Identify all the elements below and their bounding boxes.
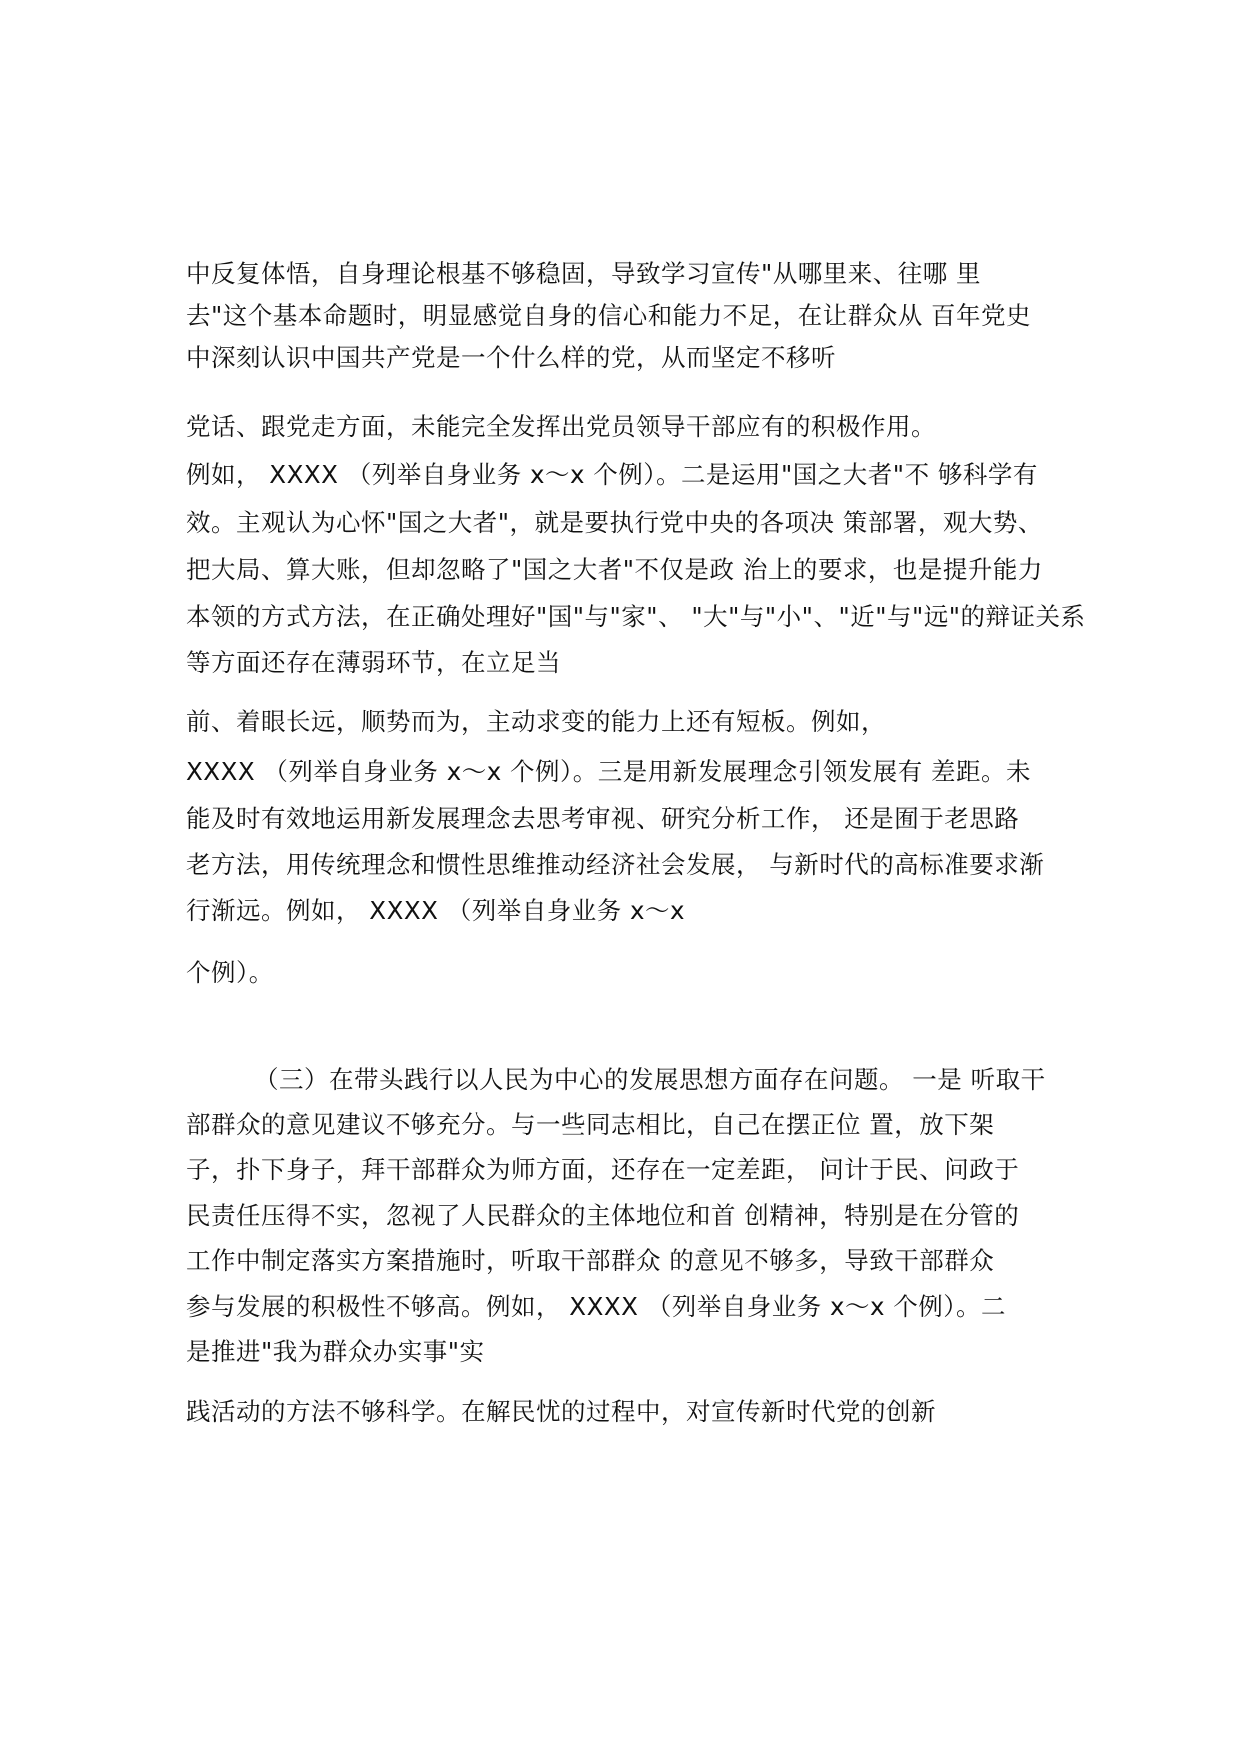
text-line: 党话、跟党走方面，未能完全发挥出党员领导干部应有的积极作用。 — [186, 412, 936, 441]
text-line: 是推进"我为群众办实事"实 — [186, 1337, 485, 1366]
text-line: 工作中制定落实方案措施时，听取干部群众 的意见不够多，导致干部群众 — [186, 1246, 995, 1275]
text-line: 例如， XXXX （列举自身业务 x〜x 个例）。二是运用"国之大者"不 够科学有 — [186, 460, 1038, 489]
text-line: XXXX （列举自身业务 x〜x 个例）。三是用新发展理念引领发展有 差距。未 — [186, 757, 1032, 786]
text-line: 参与发展的积极性不够高。例如， XXXX （列举自身业务 x〜x 个例）。二 — [186, 1292, 1007, 1321]
text-line: 部群众的意见建议不够充分。与一些同志相比，自己在摆正位 置，放下架 — [186, 1110, 995, 1139]
text-line: 效。主观认为心怀"国之大者"，就是要执行党中央的各项决 策部署，观大势、 — [186, 508, 1043, 537]
text-line: 中深刻认识中国共产党是一个什么样的党，从而坚定不移听 — [186, 343, 836, 372]
text-line: 行渐远。例如， XXXX （列举自身业务 x〜x — [186, 896, 685, 925]
section-heading: （三）在带头践行以人民为中心的发展思想方面存在问题。 一是 听取干 — [254, 1065, 1046, 1094]
text-line: 中反复体悟，自身理论根基不够稳固，导致学习宣传"从哪里来、往哪 里 — [186, 259, 982, 288]
text-line: 等方面还存在薄弱环节，在立足当 — [186, 648, 561, 677]
text-line: 去"这个基本命题时，明显感觉自身的信心和能力不足，在让群众从 百年党史 — [186, 301, 1032, 330]
text-line: 前、着眼长远，顺势而为，主动求变的能力上还有短板。例如， — [186, 707, 886, 736]
text-line: 民责任压得不实，忽视了人民群众的主体地位和首 创精神，特别是在分管的 — [186, 1201, 1020, 1230]
text-line: 把大局、算大账，但却忽略了"国之大者"不仅是政 治上的要求，也是提升能力 — [186, 555, 1043, 584]
text-line: 本领的方式方法，在正确处理好"国"与"家"、 "大"与"小"、"近"与"远"的辩证关系 — [186, 602, 1086, 631]
text-line: 子，扑下身子，拜干部群众为师方面，还存在一定差距， 问计于民、问政于 — [186, 1155, 1020, 1184]
text-line: 老方法，用传统理念和惯性思维推动经济社会发展， 与新时代的高标准要求渐 — [186, 850, 1045, 879]
text-line: 个例）。 — [186, 958, 274, 987]
text-line: 践活动的方法不够科学。在解民忧的过程中，对宣传新时代党的创新 — [186, 1397, 936, 1426]
text-line: 能及时有效地运用新发展理念去思考审视、研究分析工作， 还是囿于老思路 — [186, 804, 1020, 833]
